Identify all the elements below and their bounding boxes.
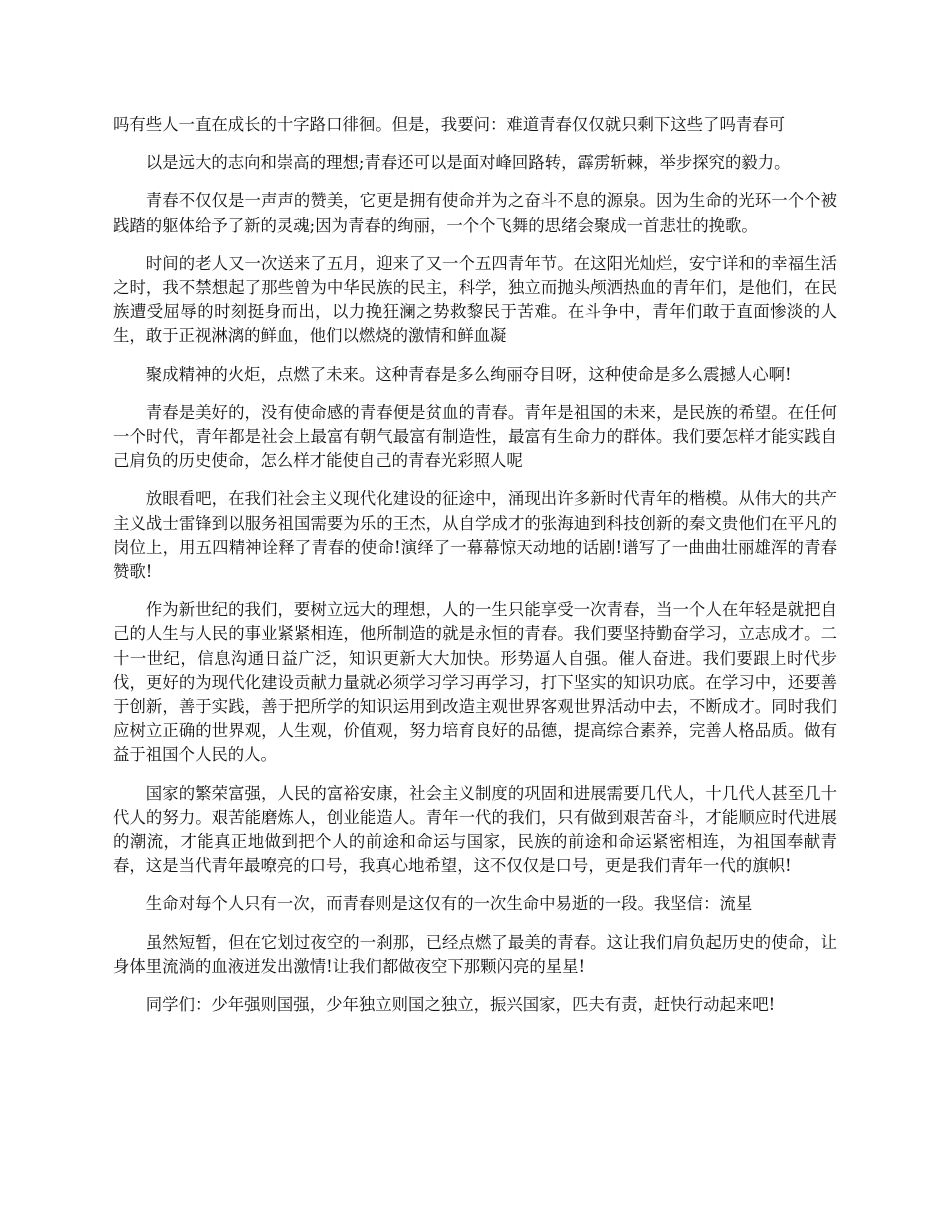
paragraph-3: 青春不仅仅是一声声的赞美，它更是拥有使命并为之奋斗不息的源泉。因为生命的光环一个个被践踏的躯体给予了新的灵魂;因为青春的绚丽，一个个飞舞的思绪会聚成一首悲壮的挽歌。: [113, 191, 837, 235]
paragraph-10: 生命对每个人只有一次，而青春则是这仅有的一次生命中易逝的一段。我坚信：流星: [145, 894, 753, 914]
paragraph-4: 时间的老人又一次送来了五月，迎来了又一个五四青年节。在这阳光灿烂，安宁详和的幸福生活之时，我不禁想起了那些曾为中华民族的民主，科学，独立而抛头颅洒热血的青年们，是他们，在民族遭受屈辱的时刻挺身而出，以力挽狂澜之势救黎民于苦难。在斗争中，青年们敢于直面惨淡的人生，敢于正视淋漓的鲜血，他们以燃烧的激情和鲜血凝: [113, 253, 837, 346]
paragraph-8: 作为新世纪的我们，要树立远大的理想，人的一生只能享受一次青春，当一个人在年轻是就把自己的人生与人民的事业紧紧相连，他所制造的就是永恒的青春。我们要坚持勤奋学习，立志成才。二十一世纪，信息沟通日益广泛，知识更新大大加快。形势逼人自强。催人奋进。我们要跟上时代步伐，更好的为现代化建设贡献力量就必须学习学习再学习，打下坚实的知识功底。在学习中，还要善于创新，善于实践，善于把所学的知识运用到改造主观世界客观世界活动中去，不断成才。同时我们应树立正确的世界观，人生观，价值观，努力培育良好的品德，提高综合素养，完善人格品质。做有益于祖国个人民的人。: [113, 600, 837, 765]
paragraph-12: 同学们：少年强则国强，少年独立则国之独立，振兴国家，匹夫有责，赶快行动起来吧!: [145, 995, 776, 1015]
paragraph-2: 以是远大的志向和崇高的理想;青春还可以是面对峰回路转，霹雳斩棘，举步探究的毅力。: [145, 153, 791, 173]
paragraph-11: 虽然短暂，但在它划过夜空的一刹那，已经点燃了最美的青春。这让我们肩负起历史的使命，让身体里流淌的血液迸发出激情!让我们都做夜空下那颗闪亮的星星!: [113, 932, 837, 976]
document-body: [113, 113, 837, 1031]
paragraph-9: 国家的繁荣富强，人民的富裕安康，社会主义制度的巩固和进展需要几代人，十几代人甚至几十代人的努力。艰苦能磨炼人，创业能造人。青年一代的我们，只有做到艰苦奋斗，才能顺应时代进展的潮流，才能真正地做到把个人的前途和命运与国家，民族的前途和命运紧密相连，为祖国奉献青春，这是当代青年最嘹亮的口号，我真心地希望，这不仅仅是口号，更是我们青年一代的旗帜!: [113, 783, 837, 876]
paragraph-7: 放眼看吧，在我们社会主义现代化建设的征途中，涌现出许多新时代青年的楷模。从伟大的共产主义战士雷锋到以服务祖国需要为乐的王杰，从自学成才的张海迪到科技创新的秦文贵他们在平凡的岗位上，用五四精神诠释了青春的使命!演绎了一幕幕惊天动地的话剧!谱写了一曲曲壮丽雄浑的青春赞歌!: [113, 489, 837, 582]
paragraph-6: 青春是美好的，没有使命感的青春便是贫血的青春。青年是祖国的未来，是民族的希望。在任何一个时代，青年都是社会上最富有朝气最富有制造性，最富有生命力的群体。我们要怎样才能实践自己肩负的历史使命，怎么样才能使自己的青春光彩照人呢: [113, 402, 837, 471]
paragraph-1: 吗有些人一直在成长的十字路口徘徊。但是，我要问：难道青春仅仅就只剩下这些了吗青春可: [113, 115, 786, 134]
paragraph-5: 聚成精神的火炬，点燃了未来。这种青春是多么绚丽夺目呀，这种使命是多么震撼人心啊!: [145, 364, 792, 384]
